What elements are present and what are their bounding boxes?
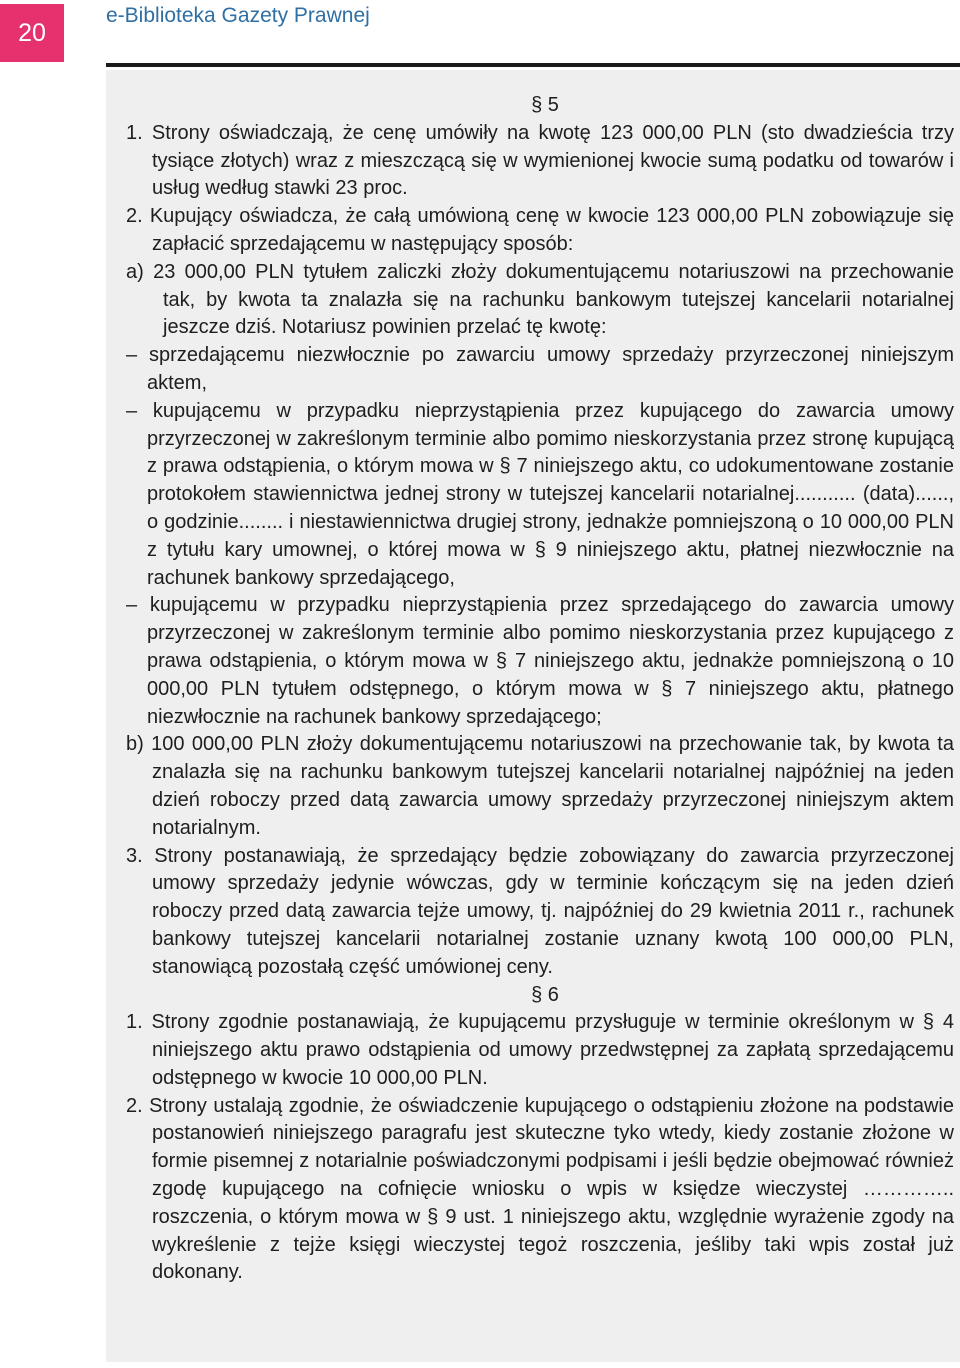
section-6-heading: § 6 (531, 983, 559, 1006)
page-number-badge: 20 (0, 4, 64, 62)
publication-title: e-Biblioteka Gazety Prawnej (106, 4, 370, 27)
section-5-item-b: b) 100 000,00 PLN złoży dokumentującemu notariuszowi na przechowanie tak, by kwota ta znalazła się na rachunku bankowym tutejszej kancelarii notarialnej najpóźniej na jeden dzień roboczy przed datą zawarcia umowy sprzedaży przyrzeczonej niniejszym aktem notarialnym. (126, 733, 954, 839)
section-5-paragraph-2: 2. Kupujący oświadcza, że całą umówioną cenę w kwocie 123 000,00 PLN zobowiązuje się zapłacić sprzedającemu w następujący sposób: (126, 205, 954, 255)
section-5-dash-item-1: – sprzedającemu niezwłocznie po zawarciu umowy sprzedaży przyrzeczonej niniejszym aktem, (126, 344, 954, 394)
document-body (0, 92, 960, 1287)
section-5-heading: § 5 (531, 94, 559, 116)
section-6-paragraph-2: 2. Strony ustalają zgodnie, że oświadczenie kupującego o odstąpieniu złożone na podstawie postanowień niniejszego paragrafu jest skuteczne tyko wtedy, kiedy zostanie złożone w formie pisemnej z notarialnie poświadczonymi podpisami i jeśli będzie obejmować również zgodę kupującego na cofnięcie wniosku o wpis w księdze wieczystej ………….. roszczenia, o którym mowa w § 9 ust. 1 niniejszego aktu, względnie wyrażenie zgody na wykreślenie z tejże księgi wieczystej tegoż roszczenia, jeśliby taki wpis został już dokonany. (126, 1094, 954, 1284)
section-6-paragraph-1: 1. Strony zgodnie postanawiają, że kupującemu przysługuje w terminie określonym w § 4 niniejszego aktu prawo odstąpienia od umowy przedwstępnej za zapłatą sprzedającemu odstępnego w kwocie 10 000,00 PLN. (126, 1011, 954, 1089)
section-5-paragraph-1: 1. Strony oświadczają, że cenę umówiły na kwotę 123 000,00 PLN (sto dwadzieścia trzy tysiące złotych) wraz z mieszczącą się w wymienionej kwocie sumą podatku od towarów i usług według stawki 23 proc. (126, 121, 954, 200)
section-5-dash-item-3: – kupującemu w przypadku nieprzystąpienia przez sprzedającego do zawarcia umowy przyrzeczonej w zakreślonym terminie albo pomimo nieskorzystania przez kupującego z prawa odstąpienia, o którym mowa w § 7 niniejszego aktu, jednakże pomniejszoną o 10 000,00 PLN tytułem odstępnego, o którym mowa w § 7 niniejszego aktu, płatnego niezwłocznie na rachunek bankowy sprzedającego; (126, 594, 954, 728)
section-5-paragraph-3: 3. Strony postanawiają, że sprzedający będzie zobowiązany do zawarcia przyrzeczonej umowy sprzedaży jedynie wówczas, gdy w terminie kończącym się na jeden dzień roboczy przed datą zawarcia tejże umowy, tj. najpóźniej do 29 kwietnia 2011 r., rachunek bankowy tutejszej kancelarii notarialnej zostanie uznany kwotą 100 000,00 PLN, stanowiącą pozostałą część umówionej ceny. (126, 844, 954, 978)
section-5-dash-item-2: – kupującemu w przypadku nieprzystąpienia przez kupującego do zawarcia umowy przyrzeczonej w zakreślonym terminie albo pomimo nieskorzystania przez stronę kupującą z prawa odstąpienia, o którym mowa w § 7 niniejszego aktu, co udokumentowane zostanie protokołem stawiennictwa jednej strony w tutejszej kancelarii notarialnej........... (data)......, o godzinie........ i niestawiennictwa drugiej strony, jednakże pomniejszoną o 10 000,00 PLN z tytułu kary umownej, o której mowa w § 9 niniejszego aktu, płatnej niezwłocznie na rachunek bankowy sprzedającego, (126, 399, 954, 589)
header-divider (106, 63, 960, 67)
section-5-item-a: a) 23 000,00 PLN tytułem zaliczki złoży dokumentującemu notariuszowi na przechowanie tak, by kwota ta znalazła się na rachunku bankowym tutejszej kancelarii notarialnej jeszcze dziś. Notariusz powinien przelać tę kwotę: (126, 260, 954, 339)
